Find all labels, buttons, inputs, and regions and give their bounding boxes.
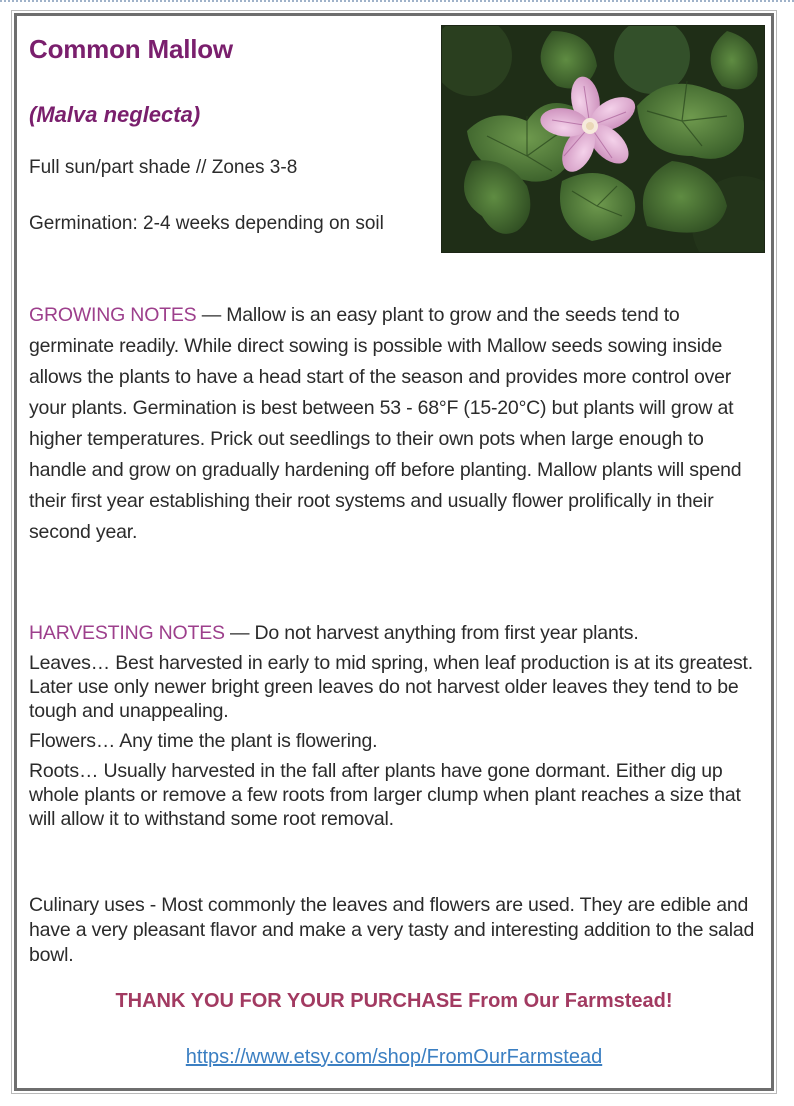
growing-notes xyxy=(29,300,764,548)
seed-info-card xyxy=(14,13,774,1091)
germination-info: Germination: 2-4 weeks depending on soil xyxy=(29,213,384,234)
harvesting-notes xyxy=(29,621,764,837)
harvesting-flowers: Flowers… Any time the plant is flowering. xyxy=(29,730,378,752)
harvesting-leaves: Leaves… Best harvested in early to mid spring, when leaf production is at its greatest. Later use only newer bright green leaves do not harvest older leaves they tend to be tough and unappealing. xyxy=(29,652,753,722)
mallow-photo-illustration xyxy=(442,26,764,252)
growing-notes-text: — Mallow is an easy plant to grow and the seeds tend to germinate readily. While direct sowing is possible with Mallow seeds sowing inside allows the plants to have a head start of the season and provides more control over your plants. Germination is best between 53 - 68°F (15-20°C) but plants will grow at higher temperatures. Prick out seedlings to their own pots when large enough to handle and grow on gradually hardening off before planting. Mallow plants will spend their first year establishing their root systems and usually flower prolifically in their second year. xyxy=(29,304,742,543)
sun-zones: Full sun/part shade // Zones 3-8 xyxy=(29,157,298,178)
mallow-plant-photo xyxy=(441,25,765,253)
culinary-uses: Culinary uses - Most commonly the leaves and flowers are used. They are edible and have a very pleasant flavor and make a very tasty and interesting addition to the salad bowl. xyxy=(29,894,755,966)
latin-name: (Malva neglecta) xyxy=(29,102,201,127)
harvesting-notes-heading: HARVESTING NOTES xyxy=(29,622,225,644)
harvesting-intro xyxy=(29,621,764,645)
shop-link[interactable]: https://www.etsy.com/shop/FromOurFarmstead xyxy=(185,1046,603,1068)
harvesting-intro-text: — Do not harvest anything from first year plants. xyxy=(224,622,639,644)
harvesting-roots: Roots… Usually harvested in the fall after plants have gone dormant. Either dig up whole plants or remove a few roots from larger clump when plant reaches a size that will allow it to withstand some root removal. xyxy=(29,760,741,830)
top-dotted-rule xyxy=(0,0,794,2)
growing-notes-heading: GROWING NOTES xyxy=(29,304,197,326)
plant-title: Common Mallow xyxy=(29,34,233,64)
thank-you-message: THANK YOU FOR YOUR PURCHASE From Our Farmstead! xyxy=(115,990,673,1012)
